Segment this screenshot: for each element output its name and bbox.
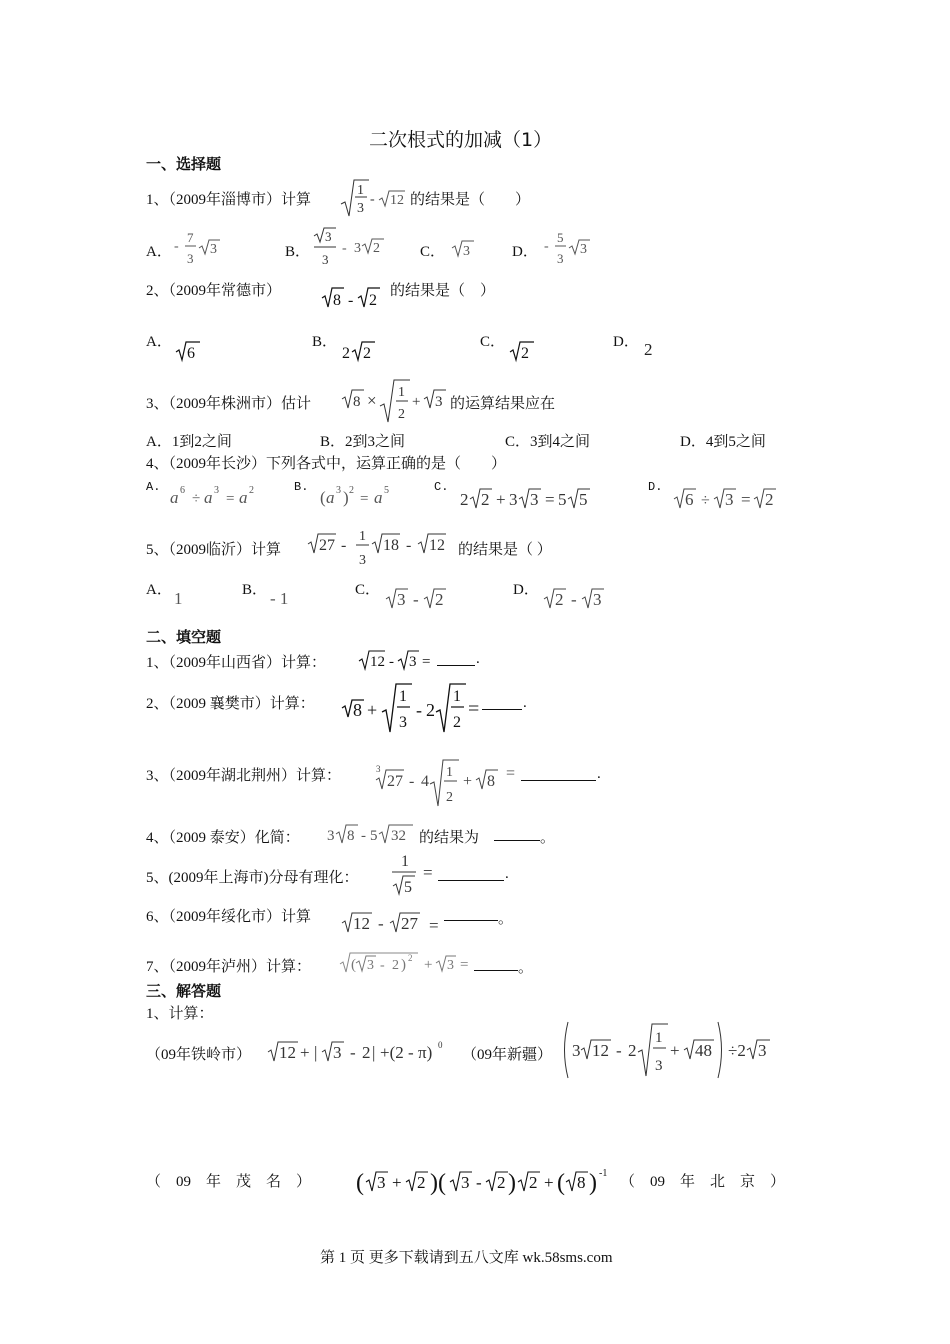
svg-text:1: 1 bbox=[446, 765, 453, 780]
svg-text:2: 2 bbox=[460, 490, 469, 509]
svg-text:3: 3 bbox=[447, 958, 454, 973]
svg-text:5: 5 bbox=[557, 230, 564, 245]
svg-text:3: 3 bbox=[758, 1041, 767, 1060]
svg-text:2: 2 bbox=[369, 292, 377, 309]
svg-text:8: 8 bbox=[333, 292, 341, 309]
svg-text:5: 5 bbox=[404, 879, 412, 896]
svg-text:|: | bbox=[314, 1043, 318, 1062]
svg-text:2: 2 bbox=[362, 1043, 371, 1062]
svg-text:-: - bbox=[342, 241, 347, 256]
f1-end: . bbox=[476, 651, 480, 667]
f1-answer-blank[interactable] bbox=[437, 651, 475, 666]
solve-intro: 1、计算： bbox=[146, 1006, 214, 1022]
svg-text:+(2: +(2 bbox=[380, 1043, 404, 1062]
svg-text:=: = bbox=[360, 491, 369, 507]
svg-text:5: 5 bbox=[384, 485, 389, 496]
f3-stem: 3、（2009年湖北荆州）计算： bbox=[146, 768, 342, 784]
svg-text:3: 3 bbox=[357, 201, 364, 216]
f4-end: 的结果为 bbox=[419, 830, 480, 846]
f7-stem: 7、（2009年泸州）计算： bbox=[146, 959, 312, 975]
q4-option-c bbox=[458, 484, 598, 512]
svg-text:)(: )( bbox=[430, 1170, 446, 1196]
svg-text:(: ( bbox=[557, 1170, 565, 1196]
q5-option-a: 1 bbox=[174, 589, 183, 608]
svg-text:(: ( bbox=[351, 957, 356, 973]
svg-text:-: - bbox=[416, 700, 422, 720]
svg-text:1: 1 bbox=[401, 853, 409, 870]
svg-text:2: 2 bbox=[446, 790, 453, 805]
f2-stem: 2、（2009 襄樊市）计算： bbox=[146, 696, 315, 712]
section-heading-fill: 二、填空题 bbox=[146, 628, 222, 646]
svg-text:-: - bbox=[380, 958, 385, 973]
q5-stem-prefix: 5、（2009临沂）计算 bbox=[146, 542, 282, 558]
svg-text:2: 2 bbox=[249, 485, 254, 496]
svg-text:48: 48 bbox=[695, 1041, 712, 1060]
svg-text:4: 4 bbox=[421, 773, 429, 790]
svg-text:8: 8 bbox=[577, 1173, 586, 1192]
svg-text:-: - bbox=[409, 773, 415, 790]
svg-text:): ) bbox=[343, 488, 349, 507]
svg-text:-: - bbox=[389, 654, 394, 670]
svg-text:3: 3 bbox=[435, 394, 443, 410]
solve-p2-label: （09年新疆） bbox=[462, 1047, 553, 1063]
svg-text:3: 3 bbox=[187, 251, 194, 266]
svg-text:2: 2 bbox=[398, 407, 405, 422]
q2-option-d-label: D． bbox=[613, 334, 639, 350]
q2-option-d: 2 bbox=[644, 340, 653, 359]
page-title: 二次根式的加减（1） bbox=[369, 129, 553, 151]
svg-text:1: 1 bbox=[359, 529, 366, 544]
q2-stem-prefix: 2、（2009年常德市） bbox=[146, 283, 282, 299]
svg-text:2: 2 bbox=[408, 953, 413, 963]
q2-option-a-label: A． bbox=[146, 334, 172, 350]
svg-text:3: 3 bbox=[210, 242, 217, 257]
svg-text:3: 3 bbox=[214, 485, 219, 496]
svg-text:-: - bbox=[174, 239, 179, 254]
q2-option-b-label: B． bbox=[312, 334, 338, 350]
q3-expression bbox=[340, 376, 450, 428]
svg-text:2: 2 bbox=[363, 345, 371, 362]
svg-text:2: 2 bbox=[426, 700, 435, 720]
svg-text:2: 2 bbox=[529, 1173, 538, 1192]
q2-option-b bbox=[340, 336, 380, 364]
svg-text:12: 12 bbox=[429, 537, 445, 554]
svg-text:3: 3 bbox=[327, 828, 335, 844]
q4-option-a-label: A. bbox=[146, 480, 161, 494]
q5-option-d-label: D． bbox=[513, 582, 539, 598]
f4-end2: 。 bbox=[540, 830, 556, 846]
q4-option-c-label: C. bbox=[434, 480, 449, 494]
svg-text:3: 3 bbox=[397, 590, 406, 609]
svg-text:3: 3 bbox=[530, 490, 539, 509]
svg-text:2: 2 bbox=[481, 490, 490, 509]
svg-text:÷: ÷ bbox=[192, 491, 201, 507]
svg-text:3: 3 bbox=[409, 654, 417, 670]
svg-text:-: - bbox=[408, 1043, 414, 1062]
svg-text:27: 27 bbox=[387, 773, 403, 790]
svg-text:6: 6 bbox=[180, 485, 185, 496]
svg-text:27: 27 bbox=[401, 914, 418, 933]
svg-text:): ) bbox=[589, 1170, 597, 1196]
svg-text:3: 3 bbox=[572, 1041, 581, 1060]
svg-text:5: 5 bbox=[579, 490, 588, 509]
f4-answer-blank[interactable] bbox=[494, 826, 540, 841]
f6-end: 。 bbox=[498, 911, 514, 927]
page-footer: 第 1 页 更多下载请到五八文库 wk.58sms.com bbox=[320, 1250, 613, 1266]
svg-text:2: 2 bbox=[392, 958, 399, 973]
q5-option-b: - 1 bbox=[270, 589, 289, 608]
f1-expression bbox=[357, 648, 437, 672]
svg-text:3: 3 bbox=[557, 251, 564, 266]
q3-stem-suffix: 的运算结果应在 bbox=[450, 396, 556, 412]
q4-option-a bbox=[168, 484, 268, 510]
q4-stem: 4、（2009年长沙）下列各式中，运算正确的是（ ） bbox=[146, 456, 507, 472]
svg-text:=: = bbox=[423, 863, 433, 882]
svg-text:(: ( bbox=[320, 488, 326, 507]
f7-answer-blank[interactable] bbox=[474, 956, 518, 971]
svg-text:-1: -1 bbox=[599, 1168, 608, 1179]
svg-text:×: × bbox=[367, 391, 377, 410]
f6-expression bbox=[340, 910, 446, 936]
svg-text:=: = bbox=[226, 491, 235, 507]
q4-option-b-label: B. bbox=[294, 480, 309, 494]
q2-option-a bbox=[174, 336, 204, 364]
svg-text:+: + bbox=[496, 490, 506, 509]
section-heading-choice: 一、选择题 bbox=[146, 155, 222, 173]
svg-text:|: | bbox=[372, 1043, 376, 1062]
f7-expression bbox=[338, 950, 474, 976]
f3-end: . bbox=[597, 766, 601, 782]
svg-text:32: 32 bbox=[391, 828, 406, 844]
svg-text:-: - bbox=[348, 292, 354, 309]
q2-option-c-label: C． bbox=[480, 334, 506, 350]
svg-text:3: 3 bbox=[463, 244, 470, 259]
svg-text:12: 12 bbox=[592, 1041, 609, 1060]
svg-text:3: 3 bbox=[333, 1043, 342, 1062]
svg-text:): ) bbox=[508, 1170, 516, 1196]
svg-text:-: - bbox=[476, 1173, 482, 1192]
svg-text:=: = bbox=[545, 490, 555, 509]
svg-text:3: 3 bbox=[461, 1173, 470, 1192]
svg-text:-: - bbox=[616, 1041, 622, 1060]
q4-option-d-label: D. bbox=[648, 480, 663, 494]
q5-option-b-label: B． bbox=[242, 582, 268, 598]
q3-option-b: B．2到3之间 bbox=[320, 434, 406, 450]
svg-text:+: + bbox=[463, 773, 473, 790]
q5-stem-suffix: 的结果是（ ） bbox=[458, 542, 552, 558]
q5-option-c-label: C． bbox=[355, 582, 381, 598]
svg-text:=: = bbox=[741, 490, 751, 509]
svg-text:12: 12 bbox=[279, 1043, 296, 1062]
q1-option-c bbox=[450, 236, 480, 262]
svg-text:8: 8 bbox=[353, 700, 362, 720]
svg-text:3: 3 bbox=[725, 490, 734, 509]
svg-text:=: = bbox=[422, 654, 431, 670]
q1-expression bbox=[339, 176, 409, 220]
svg-text:3: 3 bbox=[367, 958, 374, 973]
svg-text:a: a bbox=[170, 488, 179, 507]
svg-text:2: 2 bbox=[349, 485, 354, 496]
svg-text:3: 3 bbox=[509, 490, 518, 509]
svg-text:-: - bbox=[350, 1043, 356, 1062]
q5-option-d bbox=[542, 584, 612, 612]
q2-expression bbox=[320, 282, 388, 312]
f5-expression bbox=[390, 848, 440, 898]
svg-text:÷2: ÷2 bbox=[728, 1041, 746, 1060]
q4-option-d bbox=[672, 484, 784, 512]
svg-text:+: + bbox=[367, 700, 378, 720]
f1-stem: 1、（2009年山西省）计算： bbox=[146, 655, 327, 671]
svg-text:-: - bbox=[413, 590, 419, 609]
svg-text:2: 2 bbox=[435, 590, 444, 609]
svg-text:3: 3 bbox=[359, 553, 366, 568]
svg-text:3: 3 bbox=[354, 241, 361, 256]
svg-text:-: - bbox=[544, 239, 549, 254]
svg-text:a: a bbox=[326, 488, 335, 507]
svg-text:2: 2 bbox=[628, 1041, 637, 1060]
svg-text:-: - bbox=[341, 537, 347, 554]
solve-p3-label: （ 09 年 茂 名 ） bbox=[146, 1174, 312, 1190]
svg-text:=: = bbox=[506, 765, 516, 782]
solve-p1-label: （09年铁岭市） bbox=[146, 1047, 252, 1063]
solve-p3-expression bbox=[354, 1164, 616, 1200]
q4-option-b bbox=[318, 484, 402, 510]
q3-option-d: D．4到5之间 bbox=[680, 434, 766, 450]
svg-text:2: 2 bbox=[417, 1173, 426, 1192]
svg-text:12: 12 bbox=[370, 654, 385, 670]
svg-text:+: + bbox=[300, 1043, 310, 1062]
q3-option-c: C．3到4之间 bbox=[505, 434, 591, 450]
svg-text:+: + bbox=[424, 957, 433, 973]
solve-p4-label: （ 09 年 北 京 ） bbox=[620, 1174, 786, 1190]
q1-option-c-label: C． bbox=[420, 244, 446, 260]
svg-text:+: + bbox=[412, 394, 421, 410]
svg-text:2: 2 bbox=[765, 490, 774, 509]
svg-text:6: 6 bbox=[187, 345, 195, 362]
q1-stem-prefix: 1、（2009年淄博市）计算 bbox=[146, 192, 312, 208]
q1-stem-suffix: 的结果是（ ） bbox=[410, 192, 531, 208]
svg-text:3: 3 bbox=[336, 485, 341, 496]
svg-text:8: 8 bbox=[353, 394, 361, 410]
solve-p1-expression bbox=[266, 1038, 456, 1066]
f5-stem: 5、(2009年上海市)分母有理化： bbox=[146, 870, 359, 886]
svg-text:27: 27 bbox=[319, 537, 335, 554]
svg-text:-: - bbox=[571, 590, 577, 609]
q1-option-b-label: B． bbox=[285, 244, 311, 260]
f4-stem: 4、（2009 泰安）化简： bbox=[146, 830, 300, 846]
svg-text:1: 1 bbox=[399, 688, 407, 705]
svg-text:-: - bbox=[378, 914, 384, 933]
f2-answer-blank[interactable] bbox=[482, 709, 522, 710]
svg-text:-: - bbox=[406, 537, 412, 554]
svg-text:+: + bbox=[544, 1173, 554, 1192]
f3-expression bbox=[374, 758, 522, 812]
q3-option-a: A．1到2之间 bbox=[146, 434, 232, 450]
section-heading-solve: 三、解答题 bbox=[146, 982, 222, 1000]
q1-option-d-label: D． bbox=[512, 244, 538, 260]
svg-text:2: 2 bbox=[373, 241, 380, 256]
svg-text:1: 1 bbox=[357, 183, 364, 198]
svg-text:+: + bbox=[670, 1041, 680, 1060]
svg-text:5: 5 bbox=[558, 490, 567, 509]
svg-text:-: - bbox=[370, 192, 375, 207]
svg-text:a: a bbox=[239, 488, 248, 507]
f4-expression bbox=[325, 820, 419, 846]
svg-text:2: 2 bbox=[555, 590, 564, 609]
svg-text:3: 3 bbox=[655, 1058, 663, 1074]
f6-answer-blank[interactable] bbox=[444, 920, 498, 921]
svg-text:8: 8 bbox=[487, 773, 495, 790]
svg-text:6: 6 bbox=[685, 490, 694, 509]
svg-text:3: 3 bbox=[593, 590, 602, 609]
svg-text:2: 2 bbox=[497, 1173, 506, 1192]
svg-text:3: 3 bbox=[322, 252, 329, 267]
svg-text:3: 3 bbox=[399, 714, 407, 731]
svg-text:7: 7 bbox=[187, 230, 194, 245]
svg-text:÷: ÷ bbox=[701, 492, 710, 509]
svg-text:1: 1 bbox=[398, 385, 405, 400]
q2-option-c bbox=[508, 336, 538, 364]
svg-text:12: 12 bbox=[390, 193, 404, 208]
svg-text:3: 3 bbox=[377, 1173, 386, 1192]
svg-text:1: 1 bbox=[453, 688, 461, 705]
svg-text:12: 12 bbox=[353, 914, 370, 933]
q3-stem-prefix: 3、（2009年株洲市）估计 bbox=[146, 396, 312, 412]
q2-stem-suffix: 的结果是（ ） bbox=[390, 283, 496, 299]
svg-text:a: a bbox=[374, 488, 383, 507]
svg-text:=: = bbox=[460, 957, 469, 973]
f2-end: . bbox=[523, 695, 527, 711]
svg-text:2: 2 bbox=[342, 345, 350, 362]
svg-text:2: 2 bbox=[453, 714, 461, 731]
svg-text:): ) bbox=[401, 957, 406, 973]
svg-text:8: 8 bbox=[347, 828, 355, 844]
q5-expression bbox=[306, 522, 458, 572]
svg-text:5: 5 bbox=[370, 828, 378, 844]
f2-expression bbox=[340, 680, 480, 736]
svg-text:0: 0 bbox=[438, 1040, 443, 1050]
f6-stem: 6、（2009年绥化市）计算 bbox=[146, 909, 312, 925]
f5-end: . bbox=[505, 866, 509, 882]
svg-text:+: + bbox=[392, 1173, 402, 1192]
f7-end: 。 bbox=[518, 960, 534, 976]
q1-option-d bbox=[542, 228, 594, 272]
q1-option-b bbox=[312, 226, 392, 272]
q1-option-a bbox=[172, 228, 224, 272]
svg-text:-: - bbox=[361, 828, 366, 844]
f3-answer-blank[interactable] bbox=[521, 766, 596, 781]
svg-text:3: 3 bbox=[376, 764, 381, 774]
q1-option-a-label: A． bbox=[146, 244, 172, 260]
svg-text:π): π) bbox=[418, 1043, 433, 1062]
q5-option-a-label: A． bbox=[146, 582, 172, 598]
svg-text:(: ( bbox=[356, 1170, 364, 1196]
solve-p2-expression bbox=[560, 1018, 780, 1082]
f2-equals: = bbox=[468, 698, 480, 720]
svg-text:=: = bbox=[429, 916, 439, 935]
svg-text:3: 3 bbox=[580, 242, 587, 257]
svg-text:1: 1 bbox=[655, 1030, 663, 1046]
q5-option-c bbox=[384, 584, 454, 612]
svg-text:3: 3 bbox=[325, 229, 332, 244]
svg-text:18: 18 bbox=[383, 537, 399, 554]
svg-text:a: a bbox=[204, 488, 213, 507]
f5-answer-blank[interactable] bbox=[438, 866, 504, 881]
svg-text:2: 2 bbox=[521, 345, 529, 362]
